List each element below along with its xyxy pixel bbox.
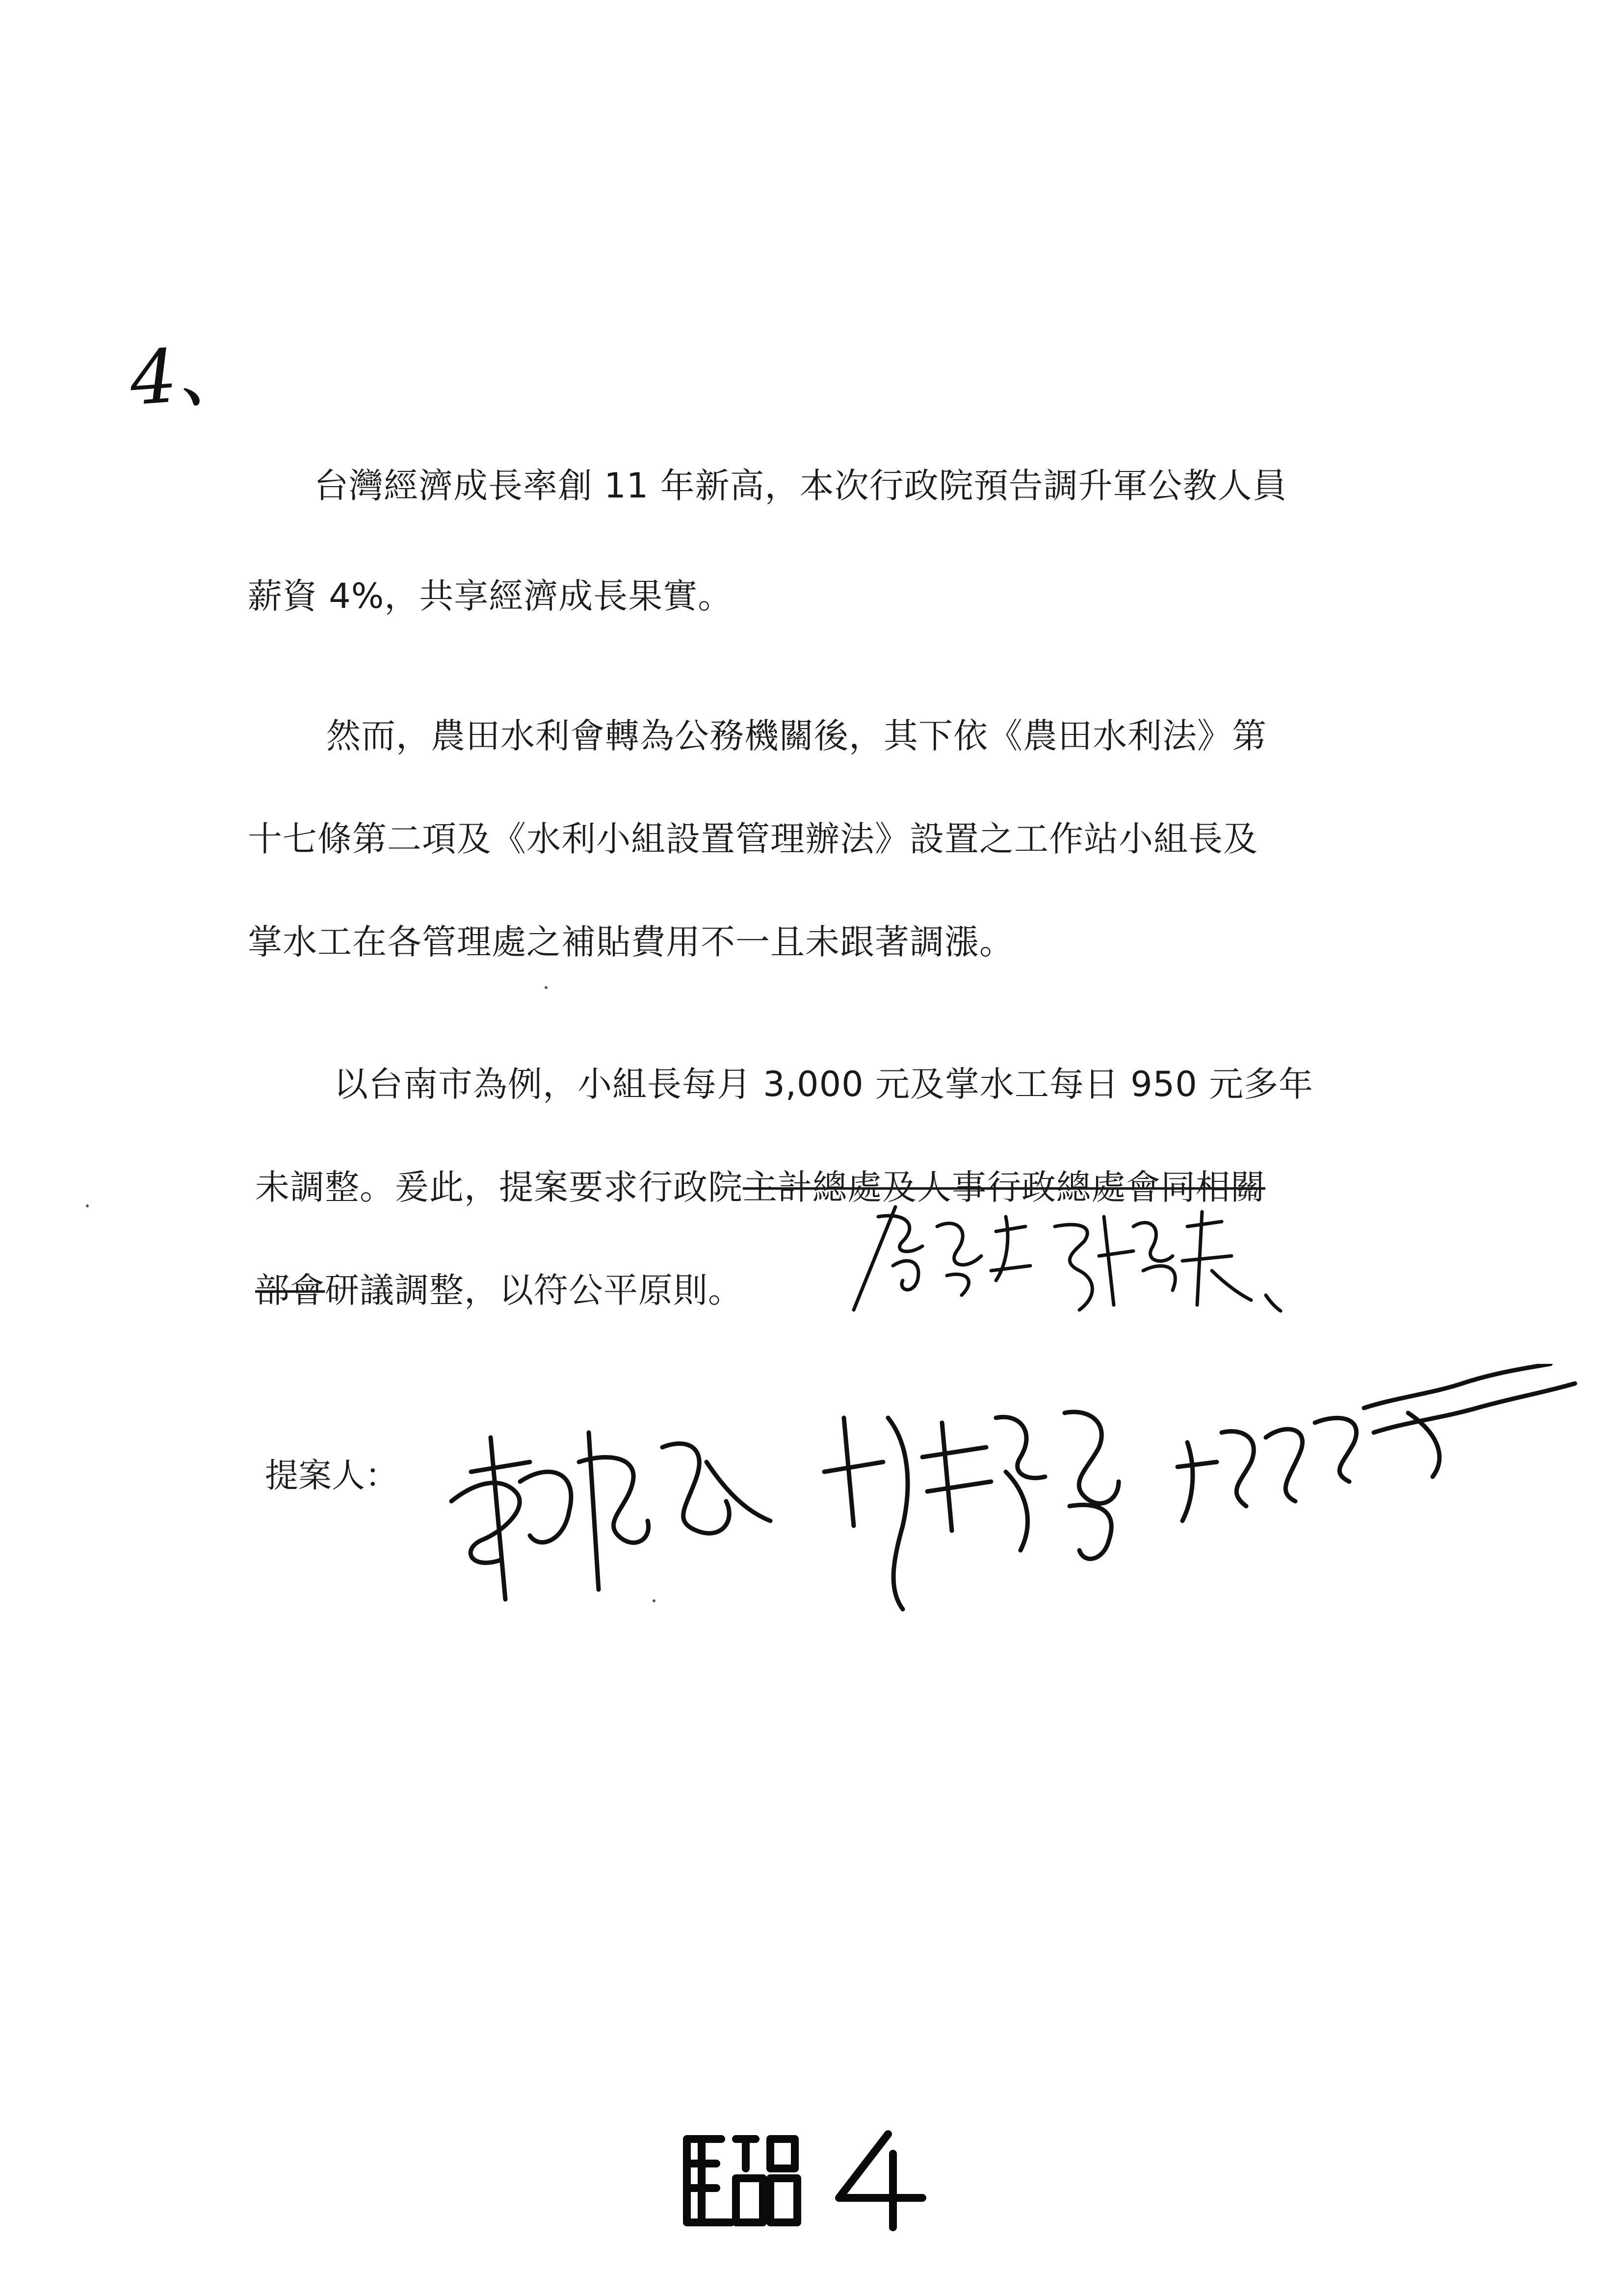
struck-text: 部會 (255, 1270, 325, 1310)
item-number: 4、 (127, 328, 254, 422)
paragraph-2-line-1: 然而，農田水利會轉為公務機關後，其下依《農田水利法》第 (326, 716, 1267, 756)
signature-label: 提案人： (265, 1457, 399, 1495)
paragraph-3-line-3-text: 研議調整，以符公平原則。 (325, 1270, 743, 1310)
proposer-signatures (432, 1364, 1609, 1639)
struck-text: 主計總處及人事行政總處會同相關 (743, 1167, 1265, 1207)
handwritten-insertion (849, 1197, 1315, 1325)
paragraph-3-line-1: 以台南市為例，小組長每月 3,000 元及掌水工每日 950 元多年 (334, 1064, 1314, 1104)
temporary-proposal-label (677, 2124, 952, 2232)
scan-speck (545, 986, 548, 989)
scan-speck (653, 1599, 655, 1602)
paragraph-3-line-3 (255, 1270, 743, 1310)
paragraph-2-line-3: 掌水工在各管理處之補貼費用不一且未跟著調漲。 (248, 922, 1014, 962)
paragraph-2-line-2: 十七條第二項及《水利小組設置管理辦法》設置之工作站小組長及 (248, 819, 1258, 859)
scan-speck (86, 1204, 89, 1207)
paragraph-1-line-2: 薪資 4%，共享經濟成長果實。 (248, 576, 733, 616)
paragraph-3-line-2-text: 未調整。爰此，提案要求行政院 (255, 1167, 743, 1207)
paragraph-1-line-1: 台灣經濟成長率創 11 年新高，本次行政院預告調升軍公教人員 (314, 466, 1287, 506)
